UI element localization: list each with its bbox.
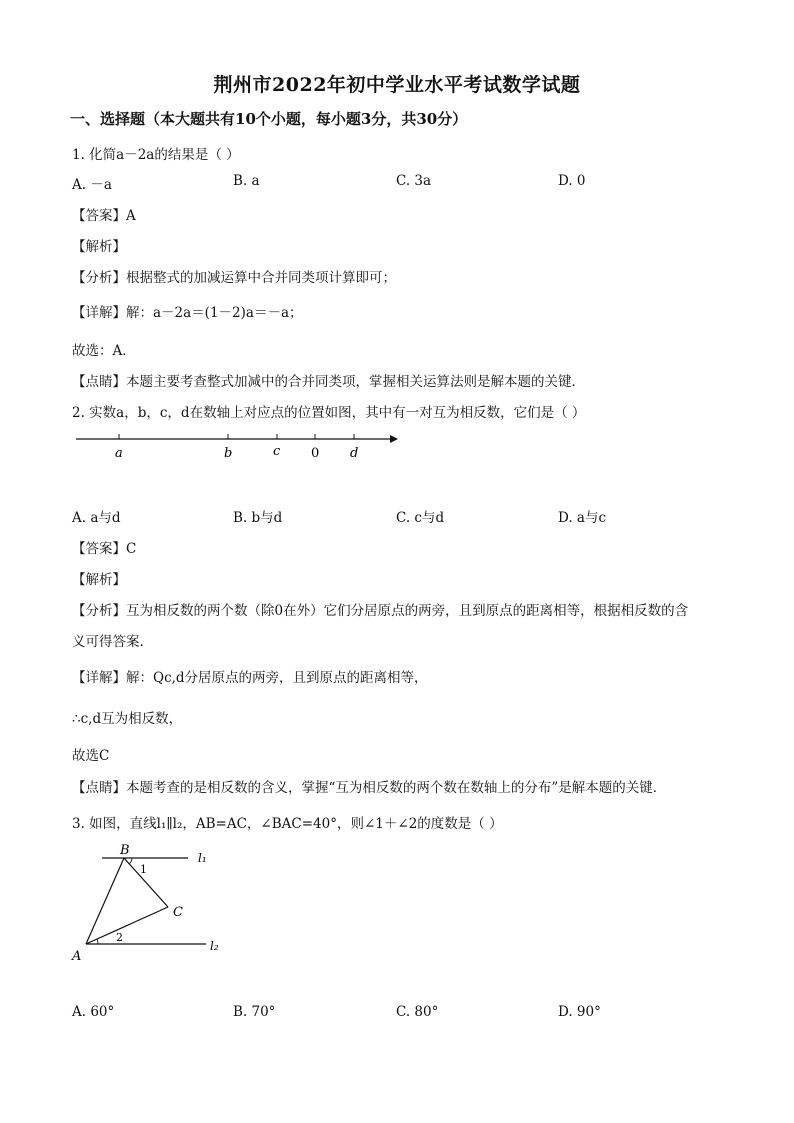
q1-answer: 【答案】A <box>72 208 136 224</box>
q2-analysis-line2: 义可得答案． <box>72 634 153 650</box>
label-angle-2: 2 <box>116 931 123 944</box>
q3-option-b: B. 70° <box>233 1004 276 1020</box>
q2-jiexi: 【解析】 <box>72 572 126 588</box>
q2-stem: 2. 实数a，b，c，d在数轴上对应点的位置如图，其中有一对互为相反数，它们是（ ） <box>72 405 586 421</box>
label-angle-1: 1 <box>140 863 147 876</box>
q2-option-c: C. c与d <box>396 510 445 526</box>
q2-answer: 【答案】C <box>72 541 137 557</box>
page-title: 荆州市2022年初中学业水平考试数学试题 <box>213 74 581 96</box>
label-l2: l₂ <box>210 939 219 953</box>
axis-label-0: 0 <box>311 446 320 461</box>
q1-comment: 【点睛】本题主要考查整式加减中的合并同类项，掌握相关运算法则是解本题的关键． <box>72 374 585 390</box>
q1-option-b: B. a <box>233 173 260 189</box>
q1-choice: 故选：A． <box>72 343 136 359</box>
q2-comment: 【点睛】本题考查的是相反数的含义，掌握“互为相反数的两个数在数轴上的分布”是解本题的关键． <box>72 780 667 796</box>
axis-label-c: c <box>273 444 281 459</box>
q1-option-c: C. 3a <box>396 173 432 189</box>
q1-option-a: A. －a <box>72 177 112 193</box>
q1-detail: 【详解】解：a－2a＝(1－2)a＝－a； <box>72 305 303 321</box>
q2-therefore: ∴c,d互为相反数， <box>72 711 183 727</box>
q3-option-c: C. 80° <box>396 1004 439 1020</box>
q1-option-d: D. 0 <box>558 173 586 189</box>
q3-stem: 3. 如图，直线l₁∥l₂，AB=AC，∠BAC=40°，则∠1＋∠2的度数是（ ） <box>72 816 503 832</box>
q1-jiexi: 【解析】 <box>72 239 126 255</box>
q1-analysis: 【分析】根据整式的加减运算中合并同类项计算即可； <box>72 270 396 286</box>
q2-option-b: B. b与d <box>233 510 283 526</box>
triangle-figure <box>68 838 238 968</box>
axis-label-b: b <box>224 446 233 461</box>
section-heading: 一、选择题（本大题共有10个小题，每小题3分，共30分） <box>70 110 468 128</box>
q3-option-a: A. 60° <box>72 1004 115 1020</box>
segment-ac <box>86 907 168 944</box>
q3-option-d: D. 90° <box>558 1004 601 1020</box>
q2-option-d: D. a与c <box>558 510 607 526</box>
axis-label-a: a <box>115 446 123 461</box>
axis-label-d: d <box>350 446 359 461</box>
number-line-arrow-icon <box>390 435 398 443</box>
label-b: B <box>120 843 130 858</box>
q2-analysis-line1: 【分析】互为相反数的两个数（除0在外）它们分居原点的两旁，且到原点的距离相等，根据相反数的含 <box>72 603 689 619</box>
label-l1: l₁ <box>198 851 207 865</box>
number-line-figure <box>72 425 402 465</box>
q2-choice: 故选C <box>72 748 110 764</box>
angle-2-arc <box>97 939 98 944</box>
label-c: C <box>173 905 183 920</box>
q2-option-a: A. a与d <box>72 510 121 526</box>
angle-1-arc <box>129 858 132 864</box>
label-a: A <box>72 949 82 964</box>
q1-stem: 1. 化简a－2a的结果是（ ） <box>72 147 240 163</box>
q2-detail: 【详解】解：Qc,d分居原点的两旁，且到原点的距离相等， <box>72 670 428 686</box>
